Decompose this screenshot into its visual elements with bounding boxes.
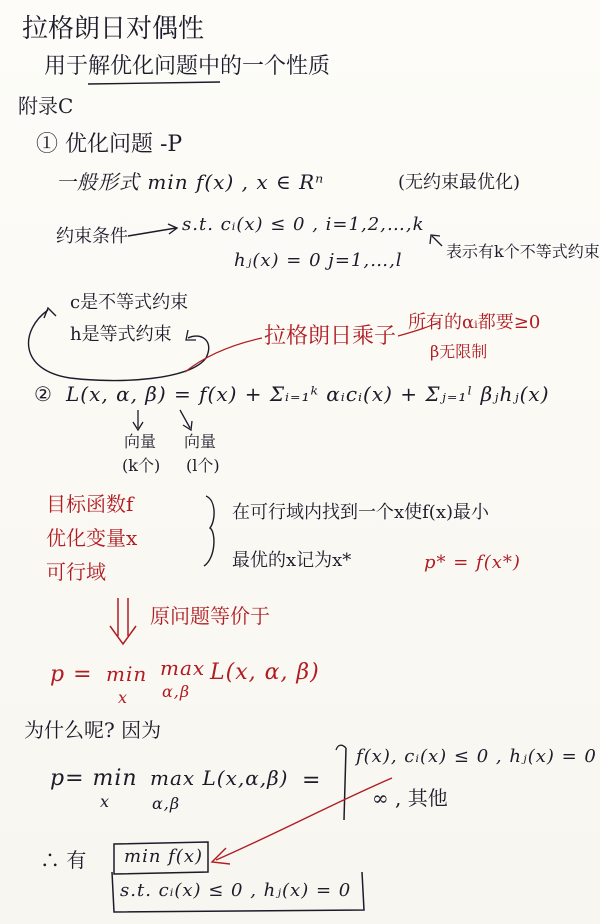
why-max-L: max L(x,α,β) bbox=[150, 766, 289, 790]
equivalence-label: 原问题等价于 bbox=[150, 604, 270, 628]
primal-min-sub: x bbox=[118, 688, 129, 707]
cases-bar bbox=[344, 748, 346, 820]
constraint-label: 约束条件 bbox=[56, 226, 128, 247]
why-max-sub: α,β bbox=[152, 794, 181, 813]
feasible-term: 可行域 bbox=[46, 560, 106, 584]
why-min-sub: x bbox=[100, 792, 111, 811]
case-feasible: f(x), cᵢ(x) ≤ 0 , hⱼ(x) = 0 bbox=[356, 746, 597, 767]
general-form: 一般形式 min f(x) , x ∈ Rⁿ bbox=[56, 170, 325, 194]
c-note: c是不等式约束 bbox=[70, 292, 189, 313]
primal-max-sub: α,β bbox=[162, 682, 191, 701]
therefore-label: ∴ 有 bbox=[40, 848, 87, 872]
beta-note: β无限制 bbox=[430, 342, 488, 361]
equiv-arrow bbox=[118, 598, 128, 636]
section1-label: ① 优化问题 -P bbox=[36, 132, 183, 157]
beta-dim-label: (l个) bbox=[186, 456, 220, 475]
primal-L: L(x, α, β) bbox=[210, 660, 320, 685]
case-infeasible: ∞ , 其他 bbox=[372, 786, 448, 810]
page-title: 拉格朗日对偶性 bbox=[22, 14, 205, 44]
appendix-label: 附录C bbox=[18, 94, 74, 118]
conclusion-st: s.t. cᵢ(x) ≤ 0 , hⱼ(x) = 0 bbox=[120, 880, 352, 901]
why-equals: = bbox=[302, 768, 321, 793]
why-p-min: p= min bbox=[50, 766, 138, 791]
unconstrained-note: (无约束最优化) bbox=[398, 172, 521, 193]
primal-max: max bbox=[160, 656, 206, 680]
objective-term: 目标函数f bbox=[46, 492, 134, 516]
why-question: 为什么呢? 因为 bbox=[24, 718, 162, 742]
subtitle-underline bbox=[88, 82, 220, 84]
page-subtitle: 用于解优化问题中的一个性质 bbox=[44, 54, 331, 79]
alpha-dim-label: (k个) bbox=[122, 456, 161, 475]
description-2: 最优的x记为x* bbox=[232, 550, 352, 571]
lagrange-label: 拉格朗日乘子 bbox=[264, 324, 397, 349]
k-note: 表示有k个不等式约束 bbox=[446, 242, 600, 261]
alpha-vector-label: 向量 bbox=[124, 432, 157, 451]
section2-label: ② bbox=[34, 382, 52, 406]
h-line: hⱼ(x) = 0 j=1,…,l bbox=[234, 250, 403, 271]
primal-min: min bbox=[106, 662, 148, 686]
pstar-def: p* = f(x*) bbox=[424, 552, 521, 573]
st-line: s.t. cᵢ(x) ≤ 0 , i=1,2,…,k bbox=[182, 214, 425, 235]
primal-p: p = bbox=[50, 662, 93, 687]
k-arrow bbox=[432, 236, 442, 246]
h-note: h是等式约束 bbox=[70, 324, 172, 345]
beta-arrow bbox=[180, 410, 190, 428]
bubble-curve bbox=[29, 310, 209, 381]
lagrangian-equation: L(x, α, β) = f(x) + Σᵢ₌₁ᵏ αᵢcᵢ(x) + Σⱼ₌₁ˡ βⱼhⱼ(x) bbox=[66, 382, 550, 406]
variable-term: 优化变量x bbox=[46, 526, 138, 550]
beta-vector-label: 向量 bbox=[184, 432, 217, 451]
brace bbox=[204, 496, 214, 566]
description-1: 在可行域内找到一个x使f(x)最小 bbox=[232, 502, 490, 523]
conclusion-min: min f(x) bbox=[124, 846, 203, 867]
alpha-note: 所有的αᵢ都要≥0 bbox=[408, 312, 541, 333]
constraint-arrow bbox=[128, 228, 176, 236]
